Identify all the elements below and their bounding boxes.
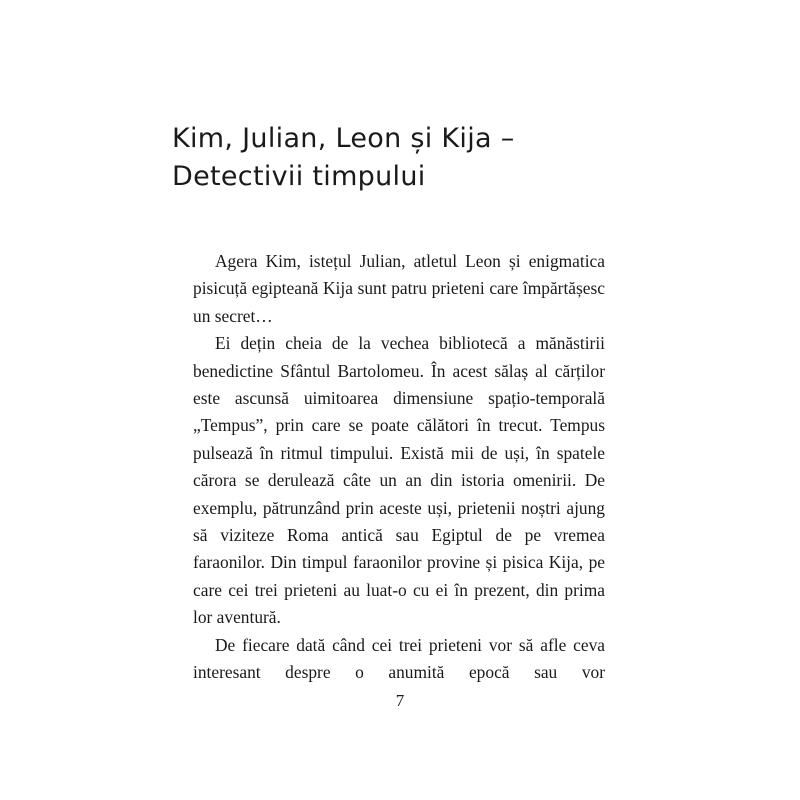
paragraph-continued: De fiecare dată când cei trei prieteni vor să afle ceva interesant despre o anumită epocă sau vor xyxy=(193,634,605,683)
body-text xyxy=(193,248,605,687)
chapter-title xyxy=(172,120,632,196)
chapter-title-line-2: Detectivii timpului xyxy=(172,161,426,192)
paragraph-intro: Agera Kim, istețul Julian, atletul Leon și enigmatica pisicuță egipteană Kija sunt patru prieteni care împărtășesc un secret… xyxy=(193,251,605,326)
page-number: 7 xyxy=(395,691,405,710)
paragraph-tempus: Ei dețin cheia de la vechea bibliotecă a mănăstirii benedictine Sfântul Bartolomeu. În acest sălaș al cărților este ascunsă uimitoarea dimensiune spațio-temporală „Tempus”, prin care se poate călători în trecut. Tempus pulsează în ritmul timpului. Există mii de uși, în spatele cărora se derulează câte un an din istoria omenirii. De exemplu, pătrunzând prin aceste uși, prietenii noștri ajung să viziteze Roma antică sau Egiptul de pe vremea faraonilor. Din timpul faraonilor provine și pisica Kija, pe care cei trei prieteni au luat-o cu ei în prezent, din prima lor aventură. xyxy=(193,333,605,628)
chapter-title-line-1: Kim, Julian, Leon și Kija – xyxy=(172,123,515,154)
